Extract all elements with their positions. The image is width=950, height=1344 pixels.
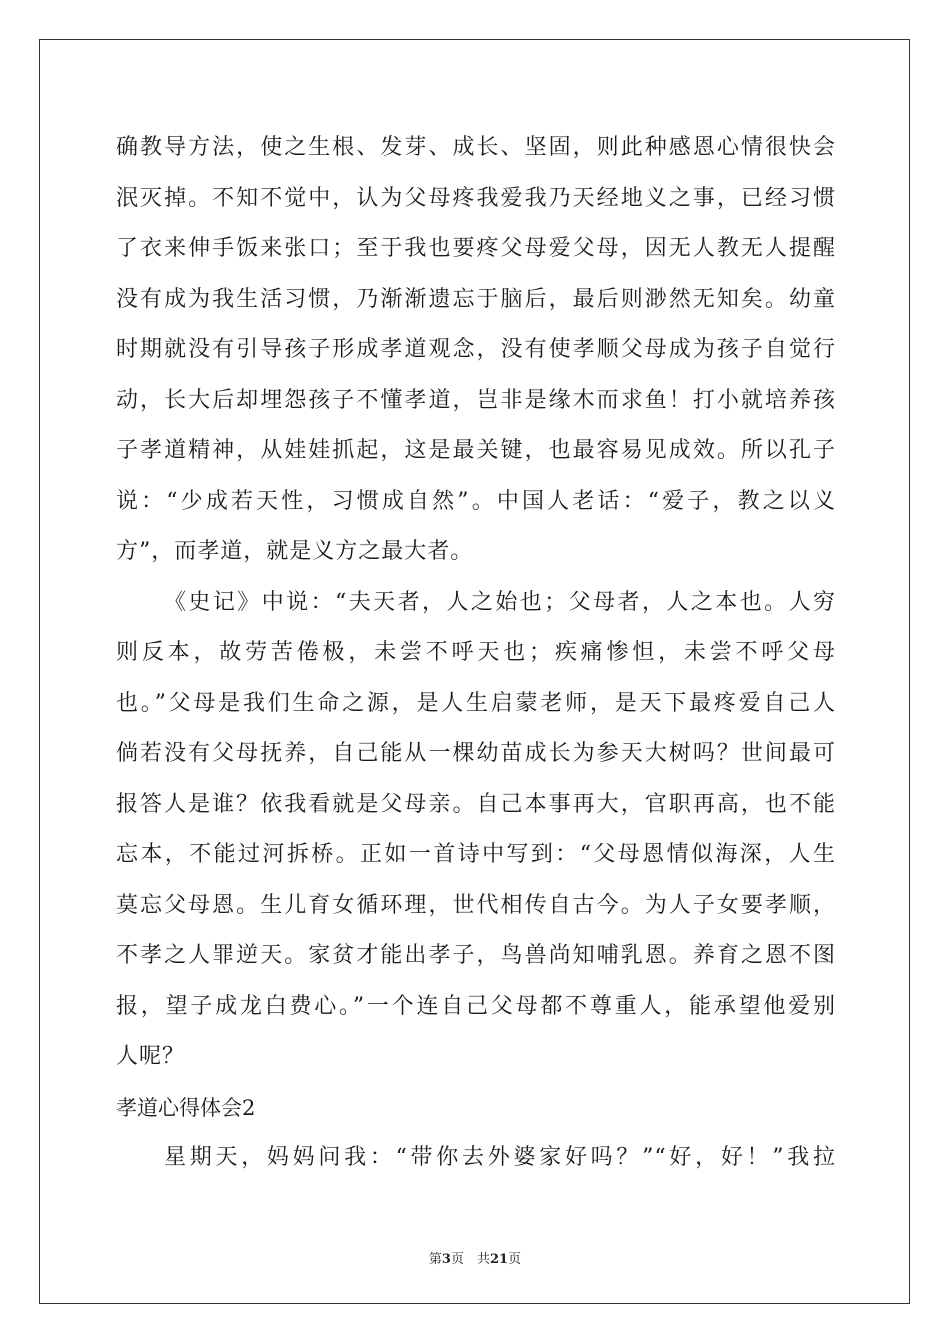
footer-prefix: 第 [428,1252,442,1267]
text-line: 不孝之人罪逆天。家贫才能出孝子，鸟兽尚知哺乳恩。养育之恩不图 [116,943,836,968]
text-line: 了衣来伸手饭来张口；至于我也要疼父母爱父母，因无人教无人提醒 [116,236,836,261]
document-body [116,123,836,1184]
current-page-number: 3 [441,1252,451,1267]
text-line: 莫忘父母恩。生儿育女循环理，世代相传自古今。为人子女要孝顺， [116,892,836,918]
paragraph-2 [116,578,836,1083]
section-heading: 孝道心得体会2 [116,1095,256,1120]
paragraph-3 [116,1133,836,1184]
paragraph-1 [116,123,836,578]
footer-suffix: 页 [508,1252,522,1267]
page-footer [0,1248,950,1267]
text-line: 则反本，故劳苦倦极，未尝不呼天也；疾痛惨怛，未尝不呼父母 [116,640,836,665]
text-line: 报，望子成龙白费心。”一个连自己父母都不尊重人，能承望他爱别 [116,993,836,1019]
text-line: 报答人是谁？依我看就是父母亲。自己本事再大，官职再高，也不能 [116,791,836,817]
text-line: 《史记》中说：“夫天者，人之始也；父母者，人之本也。人穷 [164,589,836,615]
text-line: 动，长大后却埋怨孩子不懂孝道，岂非是缘木而求鱼！打小就培养孩 [116,387,836,413]
total-pages-number: 21 [489,1252,509,1267]
text-line: 人呢？ [116,1044,186,1069]
text-line: 时期就没有引导孩子形成孝道观念，没有使孝顺父母成为孩子自觉行 [116,337,836,362]
text-line: 子孝道精神，从娃娃抓起，这是最关键，也最容易见成效。所以孔子 [116,438,836,463]
text-line: 泯灭掉。不知不觉中，认为父母疼我爱我乃天经地义之事，已经习惯 [116,185,836,211]
text-line: 确教导方法，使之生根、发芽、成长、坚固，则此种感恩心情很快会 [116,135,836,160]
text-line: 也。”父母是我们生命之源，是人生启蒙老师，是天下最疼爱自己人 [116,690,836,716]
footer-middle: 页 共 [450,1252,490,1267]
text-line: 说：“少成若天性，习惯成自然”。中国人老话：“爱子，教之以义 [116,488,836,514]
text-line: 倘若没有父母抚养，自己能从一棵幼苗成长为参天大树吗？世间最可 [116,741,836,766]
text-line: 星期天，妈妈问我：“带你去外婆家好吗？”“好，好！”我拉 [164,1145,836,1170]
text-line: 忘本，不能过河拆桥。正如一首诗中写到：“父母恩情似海深，人生 [116,842,836,867]
text-line: 没有成为我生活习惯，乃渐渐遗忘于脑后，最后则渺然无知矣。幼童 [116,286,836,312]
text-line: 方”，而孝道，就是义方之最大者。 [116,539,474,564]
